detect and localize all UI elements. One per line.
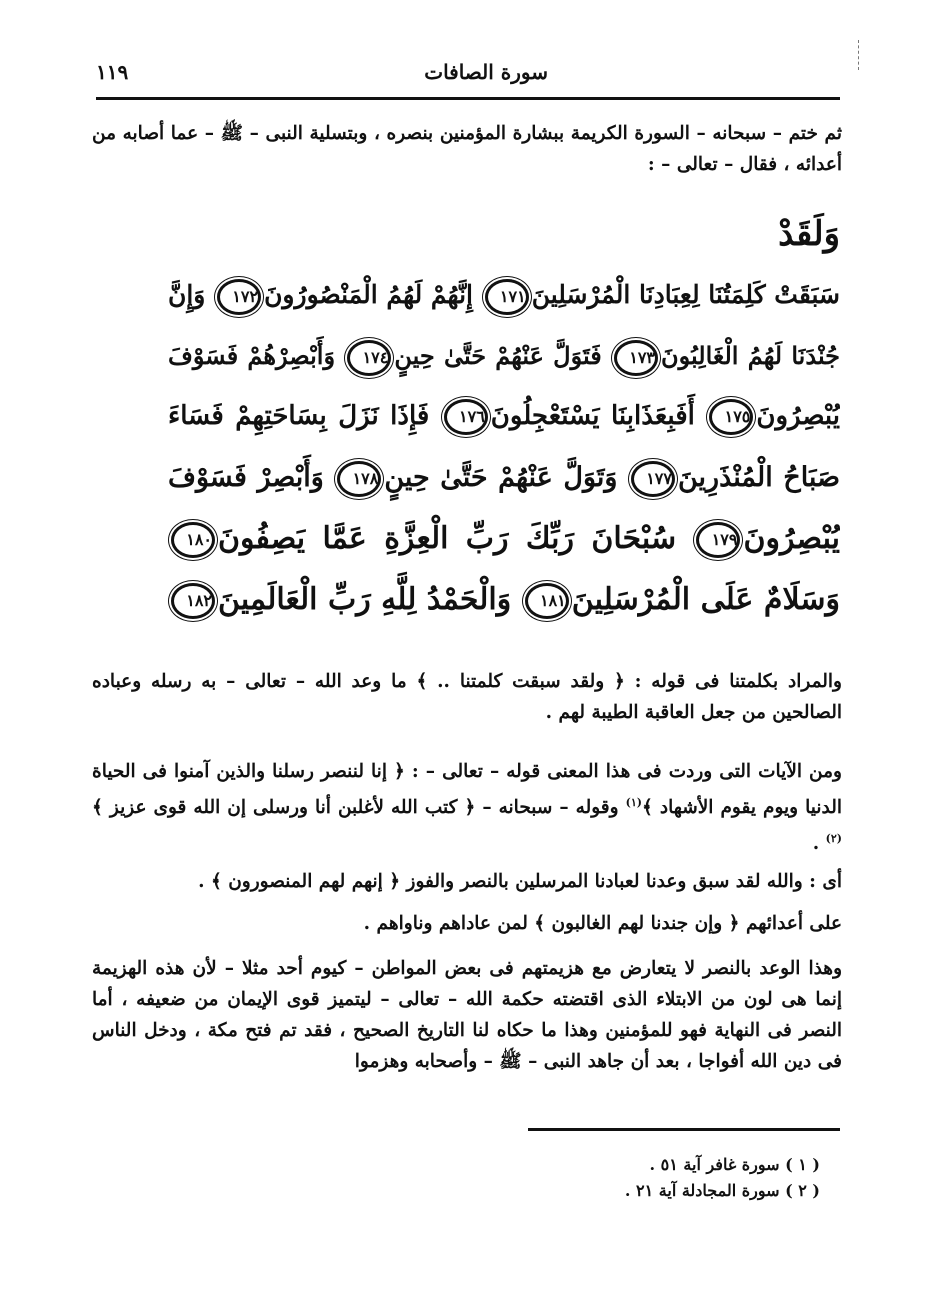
- paragraph-victory: وهذا الوعد بالنصر لا يتعارض مع هزيمتهم فى بعض المواطن – كيوم أحد مثلا – لأن هذه الهزيمة إنما هى لون من الابتلاء الذى اقتضته حكمة الله – تعالى – ليتميز قوى الإيمان من ضعيفه ، أما النصر فى النهاية فهو للمؤمنين وهذا ما حكاه لنا التاريخ الصحيح ، فقد تم فتح مكة ، ودخل الناس فى دين الله أفواجا ، بعد أن جاهد النبى – ﷺ – وأصحابه وهزموا: [92, 958, 842, 1072]
- ayah-number-marker: ١٧٦: [444, 399, 488, 435]
- paragraph-text: وقوله – سبحانه – ﴿ كتب الله لأغلبن أنا ورسلى إن الله قوى عزيز ﴾: [92, 797, 626, 819]
- paragraph-text: .: [812, 833, 826, 855]
- verse-line: [168, 386, 840, 447]
- verse-line: [168, 508, 840, 569]
- page-header: [96, 58, 840, 90]
- verse-text: وَتَوَلَّ عَنْهُمْ حَتَّىٰ حِينٍ: [384, 462, 618, 493]
- verse-text: أَفَبِعَذَابِنَا يَسْتَعْجِلُونَ: [490, 401, 695, 431]
- paragraph-related-verses: [92, 756, 842, 859]
- ayah-number-marker: ١٧٢: [217, 279, 261, 315]
- footnote-ref: (٢): [825, 832, 842, 846]
- paragraph-enemies: على أعدائهم ﴿ وإن جندنا لهم الغالبون ﴾ لمن عاداهم وناواهم .: [363, 913, 842, 934]
- footnote-item: ( ١ ) سورة غافر آية ٥١ .: [649, 1155, 820, 1174]
- ayah-number-marker: ١٧٩: [696, 522, 740, 558]
- verse-text: يُبْصِرُونَ: [756, 401, 840, 431]
- surah-title: سورة الصافات: [424, 60, 548, 84]
- paragraph-meaning: والمراد بكلمتنا فى قوله : ﴿ ولقد سبقت كلمتنا .. ﴾ ما وعد الله – تعالى – به رسله وعباده الصالحين من جعل العاقبة الطيبة لهم .: [92, 671, 842, 723]
- paragraph-explanation: أى : والله لقد سبق وعدنا لعبادنا المرسلين بالنصر والفوز ﴿ إنهم لهم المنصورون ﴾ .: [198, 871, 842, 892]
- intro-paragraph: ثم ختم – سبحانه – السورة الكريمة ببشارة المؤمنين بنصره ، وبتسلية النبى – ﷺ – عما أصابه من أعدائه ، فقال – تعالى – :: [92, 123, 842, 175]
- verse-text: وَالْحَمْدُ لِلَّهِ رَبِّ الْعَالَمِينَ: [218, 582, 512, 617]
- footnotes: [420, 1152, 820, 1204]
- page-number: ١١٩: [96, 60, 129, 84]
- verse-line: [168, 264, 840, 325]
- verse-text: إِنَّهُمْ لَهُمُ الْمَنْصُورُونَ: [264, 280, 473, 309]
- ayah-number-marker: ١٧١: [485, 279, 529, 315]
- verse-text: فَتَوَلَّ عَنْهُمْ حَتَّىٰ حِينٍ: [394, 341, 602, 370]
- header-rule: [96, 97, 840, 100]
- verse-text: وَأَبْصِرْهُمْ فَسَوْفَ: [168, 341, 336, 370]
- verse-text: يُبْصِرُونَ: [743, 521, 840, 556]
- verse-text: سُبْحَانَ رَبِّكَ رَبِّ الْعِزَّةِ عَمَّا يَصِفُونَ: [218, 521, 677, 556]
- ayah-number-marker: ١٨١: [525, 583, 569, 619]
- margin-mark: [858, 40, 860, 70]
- ayah-number-marker: ١٧٤: [347, 340, 391, 376]
- footnote-rule: [528, 1128, 840, 1131]
- ayah-number-marker: ١٨٢: [171, 583, 215, 619]
- verse-text: جُنْدَنَا لَهُمُ الْغَالِبُونَ: [661, 341, 840, 370]
- quran-verses: [168, 204, 840, 630]
- footnote-item: ( ٢ ) سورة المجادلة آية ٢١ .: [624, 1181, 820, 1200]
- verse-text: فَإِذَا نَزَلَ بِسَاحَتِهِمْ فَسَاءَ: [168, 401, 430, 431]
- ayah-number-marker: ١٨٠: [171, 522, 215, 558]
- verse-text: وَإِنَّ: [168, 280, 206, 309]
- ayah-number-marker: ١٧٣: [614, 340, 658, 376]
- verse-text: سَبَقَتْ كَلِمَتُنَا لِعِبَادِنَا الْمُرْسَلِينَ: [531, 280, 840, 309]
- verse-opening-word: وَلَقَدْ: [778, 214, 840, 254]
- verse-line: [168, 447, 840, 508]
- verse-line: [168, 569, 840, 630]
- ayah-number-marker: ١٧٥: [709, 399, 753, 435]
- verse-text: وَأَبْصِرْ فَسَوْفَ: [168, 462, 324, 493]
- verse-line: [168, 325, 840, 386]
- footnote-ref: (١): [625, 796, 642, 809]
- verse-text: وَسَلَامٌ عَلَى الْمُرْسَلِينَ: [571, 582, 840, 617]
- ayah-number-marker: ١٧٧: [631, 461, 675, 497]
- paragraph-text: ومن الآيات التى وردت فى هذا المعنى قوله – تعالى – : ﴿ إنا لننصر رسلنا والذين آمنوا فى الحياة الدنيا ويوم يقوم الأشهاد ﴾: [92, 761, 842, 819]
- verse-text: صَبَاحُ الْمُنْذَرِينَ: [677, 462, 840, 493]
- ayah-number-marker: ١٧٨: [337, 461, 381, 497]
